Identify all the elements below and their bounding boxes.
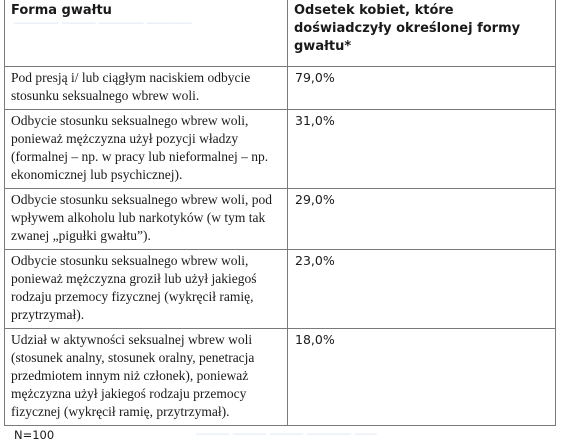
table-row bbox=[5, 189, 556, 250]
row-percentage-cell: 79,0% bbox=[288, 67, 556, 110]
sample-size-footnote: N=100 bbox=[14, 428, 55, 442]
header-form-of-rape: Forma gwałtu bbox=[5, 0, 288, 67]
table-row bbox=[5, 110, 556, 189]
background-watermark-text: ———— ——— ———— ———— bbox=[14, 17, 192, 29]
table-row bbox=[5, 329, 556, 426]
row-percentage-cell: 23,0% bbox=[288, 250, 556, 329]
row-form-cell: Udział w aktywności seksualnej wbrew woli (stosunek analny, stosunek oralny, penetracja przedmiotem innym niż członek), ponieważ mężczyzna użył jakiegoś rodzaju przemocy fizycznej (wykręcił ramię, przytrzymał). bbox=[5, 329, 288, 426]
row-percentage-cell: 31,0% bbox=[288, 110, 556, 189]
row-form-cell: Odbycie stosunku seksualnego wbrew woli, pod wpływem alkoholu lub narkotyków (w tym tak zwanej „pigułki gwałtu”). bbox=[5, 189, 288, 250]
row-percentage-cell: 18,0% bbox=[288, 329, 556, 426]
table-header-row bbox=[5, 0, 556, 67]
table-row bbox=[5, 67, 556, 110]
row-form-cell: Odbycie stosunku seksualnego wbrew woli, ponieważ mężczyzna groził lub użył jakiegoś rodzaju przemocy fizycznej (wykręcił ramię, przytrzymał). bbox=[5, 250, 288, 329]
row-form-cell: Odbycie stosunku seksualnego wbrew woli, ponieważ mężczyzna użył pozycji władzy (formalnej – np. w pracy lub nieformalnej – np. ekonomicznej lub psychicznej). bbox=[5, 110, 288, 189]
header-percentage: Odsetek kobiet, które doświadczyły określonej formy gwałtu* bbox=[288, 0, 556, 67]
row-percentage-cell: 29,0% bbox=[288, 189, 556, 250]
row-form-cell: Pod presją i/ lub ciągłym naciskiem odbycie stosunku seksualnego wbrew woli. bbox=[5, 67, 288, 110]
table-row bbox=[5, 250, 556, 329]
background-watermark-text: ——— ——— ——— ———— —— bbox=[196, 428, 378, 440]
rape-forms-table bbox=[4, 0, 556, 426]
